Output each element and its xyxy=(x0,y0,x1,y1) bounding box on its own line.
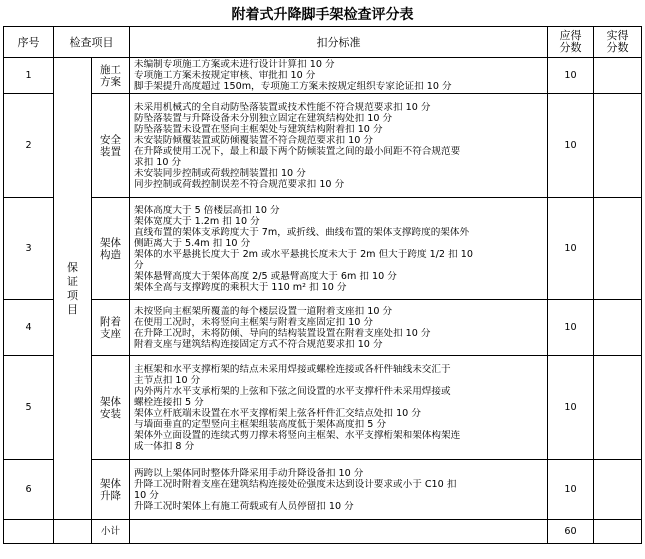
criteria-line: 侧距离大于 5.4m 扣 10 分 xyxy=(134,237,251,249)
row-item-line: 安全 xyxy=(100,133,121,146)
row-criteria xyxy=(130,58,548,94)
criteria-line: 主节点扣 10 分 xyxy=(134,374,201,386)
row-item-line: 附着 xyxy=(100,315,121,328)
criteria-line: 架体宽度大于 1.2m 扣 10 分 xyxy=(134,215,260,227)
criteria-line: 架体外立面设置的连续式剪刀撑未将竖向主框架、水平支撑桁架和架体构架连 xyxy=(134,429,461,441)
table-row xyxy=(4,58,642,94)
subtotal-label: 小计 xyxy=(92,520,130,544)
criteria-line: 成一体扣 8 分 xyxy=(134,440,195,452)
criteria-line: 分 xyxy=(134,259,144,271)
subtotal-actual[interactable] xyxy=(594,520,642,544)
header-due-line-2: 分数 xyxy=(559,41,582,54)
row-item xyxy=(92,356,130,460)
criteria-line: 求扣 10 分 xyxy=(134,156,182,168)
row-actual[interactable] xyxy=(594,58,642,94)
header-actual-score xyxy=(594,27,642,58)
row-criteria xyxy=(130,94,548,198)
table-row xyxy=(4,198,642,300)
criteria-line: 防坠落装置与升降设备未分别独立固定在建筑结构处扣 10 分 xyxy=(134,112,393,124)
row-criteria xyxy=(130,356,548,460)
criteria-line: 未编制专项施工方案或未进行设计计算扣 10 分 xyxy=(134,59,335,70)
subtotal-due: 60 xyxy=(548,520,594,544)
row-seq: 6 xyxy=(4,460,54,520)
criteria-line: 升降工况时架体上有施工荷载或有人员停留扣 10 分 xyxy=(134,500,354,512)
criteria-line: 同步控制或荷载控制误差不符合规范要求扣 10 分 xyxy=(134,178,345,190)
header-actual-line-2: 分数 xyxy=(606,41,629,54)
row-item-line: 升降 xyxy=(100,489,121,502)
row-item-line: 施工 xyxy=(100,63,121,76)
row-item-line: 装置 xyxy=(100,145,121,158)
row-actual[interactable] xyxy=(594,198,642,300)
row-item-line: 支座 xyxy=(100,327,121,340)
row-due: 10 xyxy=(548,460,594,520)
group-char: 项 xyxy=(67,288,78,302)
group-label xyxy=(54,58,92,520)
row-due: 10 xyxy=(548,58,594,94)
row-item xyxy=(92,94,130,198)
row-criteria xyxy=(130,460,548,520)
criteria-line: 防坠落装置未设置在竖向主框架处与建筑结构附着扣 10 分 xyxy=(134,123,383,135)
criteria-line: 在升降或使用工况下，最上和最下两个防倾装置之间的最小间距不符合规范要 xyxy=(134,145,461,157)
row-actual[interactable] xyxy=(594,300,642,356)
subtotal-criteria-empty xyxy=(130,520,548,544)
header-due-score xyxy=(548,27,594,58)
row-item-line: 安装 xyxy=(100,407,121,420)
criteria-line: 附着支座与建筑结构连接固定方式不符合规范要求扣 10 分 xyxy=(134,338,383,350)
row-item xyxy=(92,58,130,94)
row-item-line: 架体 xyxy=(100,236,121,249)
group-char: 保 xyxy=(67,260,78,274)
criteria-line: 未按竖向主框架所覆盖的每个楼层设置一道附着支座扣 10 分 xyxy=(134,305,393,317)
header-actual-line-1: 实得 xyxy=(606,29,629,42)
criteria-line: 直线布置的架体支承跨度大于 7m，或折线、曲线布置的架体支撑跨度的架体外 xyxy=(134,226,470,238)
criteria-line: 主框架和水平支撑桁架的结点未采用焊接或螺栓连接或各杆件轴线未交汇于 xyxy=(134,363,451,375)
subtotal-empty xyxy=(4,520,54,544)
table-row xyxy=(4,300,642,356)
criteria-line: 内外两片水平支承桁架的上弦和下弦之间设置的水平支撑杆件未采用焊接或 xyxy=(134,385,451,397)
criteria-line: 未安装同步控制或荷载控制装置扣 10 分 xyxy=(134,167,306,179)
row-seq: 4 xyxy=(4,300,54,356)
page-title: 附着式升降脚手架检查评分表 xyxy=(231,7,414,23)
subtotal-row xyxy=(4,520,642,544)
row-actual[interactable] xyxy=(594,94,642,198)
group-char: 目 xyxy=(67,302,78,316)
row-item xyxy=(92,198,130,300)
row-actual[interactable] xyxy=(594,356,642,460)
table-row xyxy=(4,356,642,460)
criteria-line: 未安装防倾覆装置或防倾覆装置不符合规范要求扣 10 分 xyxy=(134,134,373,146)
table-row xyxy=(4,94,642,198)
header-row xyxy=(4,27,642,58)
criteria-line: 两跨以上架体同时整体升降采用手动升降设备扣 10 分 xyxy=(134,467,364,479)
criteria-line: 螺栓连接扣 5 分 xyxy=(134,396,204,408)
row-due: 10 xyxy=(548,300,594,356)
criteria-line: 未采用机械式的全自动防坠落装置或技术性能不符合规范要求扣 10 分 xyxy=(134,101,431,113)
criteria-line: 升降工况时附着支座在建筑结构连接处砼强度未达到设计要求或小于 C10 扣 xyxy=(134,478,457,490)
criteria-line: 在使用工况时，未将竖向主框架与附着支座固定扣 10 分 xyxy=(134,316,373,328)
row-seq: 5 xyxy=(4,356,54,460)
row-seq: 1 xyxy=(4,58,54,94)
row-due: 10 xyxy=(548,94,594,198)
header-seq: 序号 xyxy=(4,27,54,58)
row-actual[interactable] xyxy=(594,460,642,520)
header-due-line-1: 应得 xyxy=(559,29,582,42)
row-seq: 3 xyxy=(4,198,54,300)
table-row xyxy=(4,460,642,520)
criteria-line: 架体全高与支撑跨度的乘积大于 110 m² 扣 10 分 xyxy=(134,281,347,293)
criteria-line: 10 分 xyxy=(134,489,159,501)
group-char: 证 xyxy=(67,274,78,288)
row-due: 10 xyxy=(548,198,594,300)
score-table xyxy=(3,26,642,544)
criteria-line: 在升降工况时，未将防倾、导向的结构装置设置在附着支座处扣 10 分 xyxy=(134,327,431,339)
header-criteria: 扣分标准 xyxy=(130,27,548,58)
row-item-line: 架体 xyxy=(100,395,121,408)
row-item xyxy=(92,460,130,520)
criteria-line: 专项施工方案未按规定审核、审批扣 10 分 xyxy=(134,70,316,81)
row-due: 10 xyxy=(548,356,594,460)
row-item xyxy=(92,300,130,356)
criteria-line: 架体立杆底端未设置在水平支撑桁架上弦各杆件汇交结点处扣 10 分 xyxy=(134,407,421,419)
subtotal-empty xyxy=(54,520,92,544)
row-item-line: 构造 xyxy=(100,248,121,261)
row-criteria xyxy=(130,300,548,356)
criteria-line: 架体高度大于 5 倍楼层高扣 10 分 xyxy=(134,204,280,216)
criteria-line: 架体的水平悬挑长度大于 2m 或水平悬挑长度未大于 2m 但大于跨度 1/2 扣 10 xyxy=(134,248,473,260)
criteria-line: 架体悬臂高度大于架体高度 2/5 或悬臂高度大于 6m 扣 10 分 xyxy=(134,270,397,282)
criteria-line: 脚手架提升高度超过 150m，专项施工方案未按规定组织专家论证扣 10 分 xyxy=(134,81,452,92)
row-criteria xyxy=(130,198,548,300)
row-item-line: 架体 xyxy=(100,477,121,490)
row-item-line: 方案 xyxy=(100,75,121,88)
row-seq: 2 xyxy=(4,94,54,198)
header-check-item: 检查项目 xyxy=(54,27,130,58)
criteria-line: 与墙面垂直的定型竖向主框架组装高度低于架体高度扣 5 分 xyxy=(134,418,387,430)
